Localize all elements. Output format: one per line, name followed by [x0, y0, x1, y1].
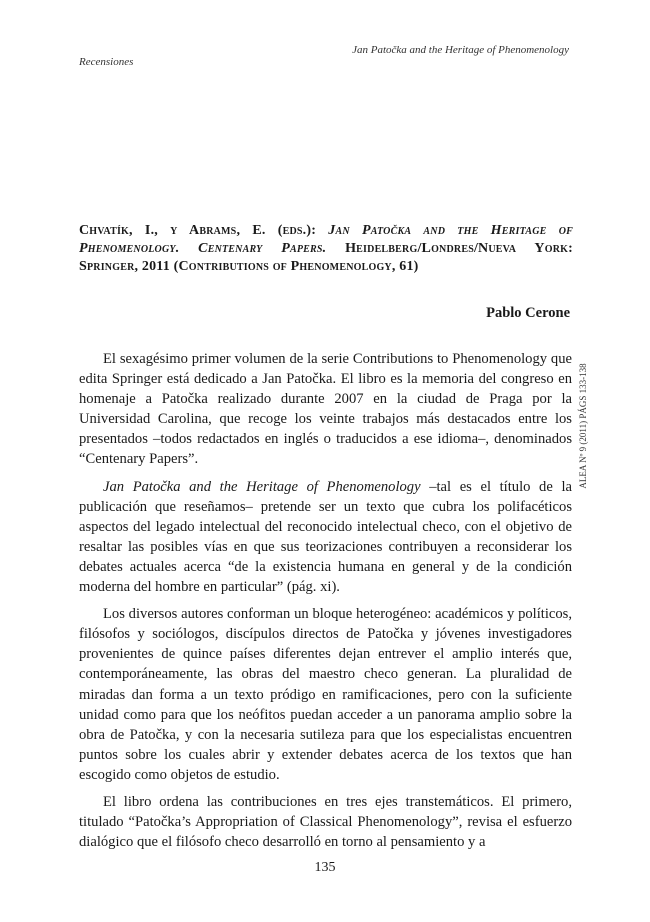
paragraph-1: El sexagésimo primer volumen de la serie Contributions to Phenomenology que edita Springer está dedicado a Jan Patočka. El libro es la memoria del congreso en homenaje a Patočka realizado durante 2007 en la ciudad de Praga por la Universidad Carolina, que recoge los veinte trabajos más destacados entre los presentados –todos redactados en inglés o traducidos a ese idioma–, denominados “Centenary Papers”.: [79, 351, 572, 468]
paragraph-2-text: –tal es el título de la publicación que reseñamos– pretende ser un texto que cubra los polifacéticos aspectos del legado intelectual del reconocido intelectual checo, con el objetivo de resaltar las posibles vías en que sus teorizaciones contribuyen a reconsiderar los debates actuales acerca “de la existencia humana en general y de la condición moderna del hombre en particular” (pág. xi).: [79, 478, 572, 596]
review-author: Pablo Cerone: [486, 305, 570, 321]
review-title-book: Jan Patočka and the Heritage of Phenomenology. Centenary Papers.: [79, 223, 573, 256]
paragraph-2: [79, 477, 572, 598]
paragraph-4: El libro ordena las contribuciones en tres ejes transtemáticos. El primero, titulado “Patočka’s Appropriation of Classical Phenomenology”, revisa el esfuerzo dialógico que el filósofo checo desarrolló en torno al pensamiento y a: [79, 793, 572, 851]
running-title: Jan Patočka and the Heritage of Phenomenology: [352, 44, 569, 56]
paragraph-3: Los diversos autores conforman un bloque heterogéneo: académicos y políticos, filósofos y sociólogos, discípulos directos de Patočka y jóvenes investigadores provenientes de quince países diferentes dejan entrever el amplio interés que, contemporáneamente, las obras del maestro checo generan. La pluralidad de miradas dan forma a un texto pródigo en ramificaciones, pero con la suficiente unidad como para que los neófitos puedan acceder a un panorama amplio sobre la obra de Patočka, y con la necesaria sutileza para que los especialistas encuentren puntos sobre los cuales abrir y extender debates acerca de los textos que han escogido como objetos de estudio.: [79, 606, 572, 783]
review-body: [79, 349, 572, 859]
review-title-authors: Chvatík, I., y Abrams, E. (eds.):: [79, 223, 329, 238]
section-label: Recensiones: [79, 56, 134, 68]
review-title-publisher: Heidelberg/Londres/Nueva York: Springer, 2011 (Contributions of Phenomenology, 61): [79, 241, 573, 274]
journal-margin-note: ALEA Nº 9 (2011) PÁGS 133-138: [578, 363, 588, 489]
review-title: [79, 222, 573, 276]
book-title-italic: Jan Patočka and the Heritage of Phenomenology: [103, 478, 421, 495]
page-number: 135: [314, 860, 336, 875]
